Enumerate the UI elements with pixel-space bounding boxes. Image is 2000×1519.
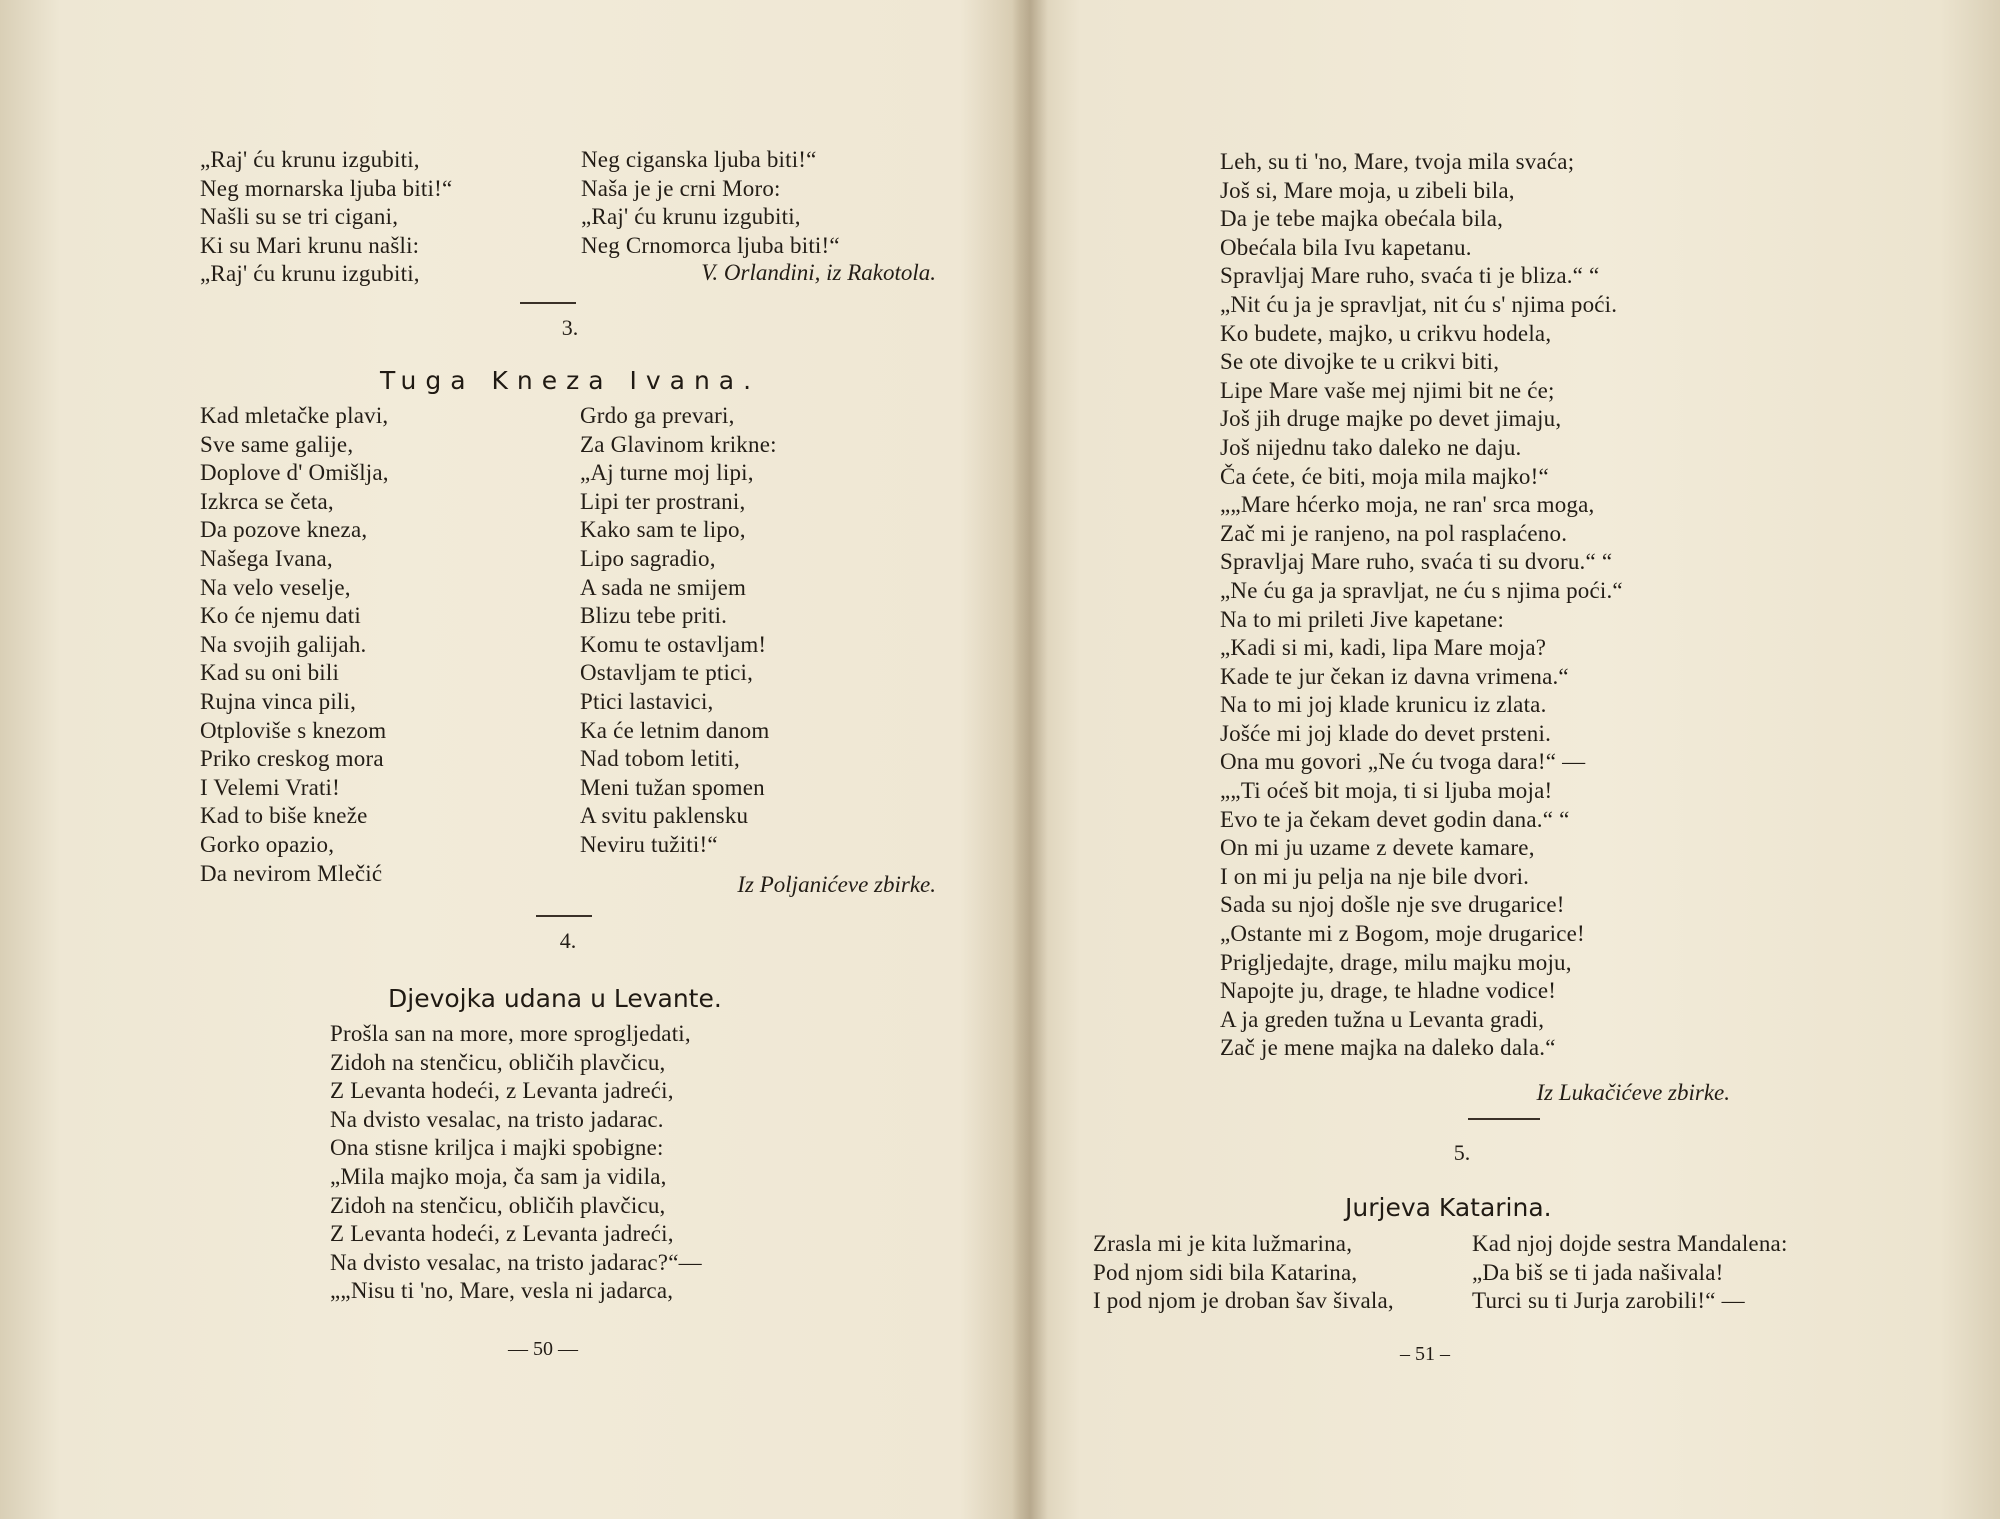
verse-line: Neviru tužiti!“ — [580, 831, 718, 857]
top-stanza-col2 — [581, 146, 840, 260]
verse-line: Da je tebe majka obećala bila, — [1220, 206, 1504, 232]
verse-line: Ko će njemu dati — [200, 603, 361, 629]
verse-line: Doplove d' Omišlja, — [200, 460, 389, 486]
verse-line: Se ote divojke te u crikvi biti, — [1220, 349, 1500, 375]
verse-line: Kad to biše kneže — [200, 803, 368, 829]
signature-orlandini: V. Orlandini, iz Rakotola. — [701, 260, 936, 285]
verse-line: Pod njom sidi bila Katarina, — [1093, 1259, 1358, 1285]
verse-line: Našega Ivana, — [200, 545, 333, 571]
verse-line: Sada su njoj došle nje sve drugarice! — [1220, 892, 1565, 918]
verse-line: Otploviše s knezom — [200, 717, 387, 743]
verse-line: Ča ćete, će biti, moja mila majko!“ — [1220, 463, 1549, 489]
verse-line: Zidoh na stenčicu, obličih plavčicu, — [330, 1192, 666, 1218]
verse-line: Evo te ja čekam devet godin dana.“ “ — [1220, 806, 1570, 832]
poem5-col1 — [1093, 1230, 1394, 1316]
verse-line: Na to mi prileti Jive kapetane: — [1220, 606, 1505, 632]
verse-line: I Velemi Vrati! — [200, 774, 341, 800]
poem3-col1 — [200, 402, 389, 888]
verse-line: Na dvisto vesalac, na tristo jadarac?“— — [330, 1249, 702, 1275]
verse-line: Lipi ter prostrani, — [580, 488, 746, 514]
divider-rule — [536, 915, 592, 917]
verse-line: „Raj' ću krunu izgubiti, — [200, 147, 420, 172]
verse-line: Kad mletačke plavi, — [200, 403, 389, 428]
poem4-lines — [330, 1020, 702, 1306]
verse-line: Kad njoj dojde sestra Mandalena: — [1472, 1231, 1788, 1256]
verse-line: Gorko opazio, — [200, 831, 335, 857]
page-number-50: — 50 — — [508, 1338, 578, 1360]
verse-line: Prošla san na more, more sprogljedati, — [330, 1021, 691, 1046]
verse-line: Obećala bila Ivu kapetanu. — [1220, 234, 1472, 260]
verse-line: I pod njom je droban šav šivala, — [1093, 1288, 1394, 1314]
verse-line: Z Levanta hodeći, z Levanta jadreći, — [330, 1078, 674, 1104]
verse-line: Da pozove kneza, — [200, 517, 368, 543]
verse-line: Izkrca se četa, — [200, 488, 334, 514]
verse-line: Ki su Mari krunu našli: — [200, 232, 420, 258]
verse-line: Leh, su ti 'no, Mare, tvoja mila svaća; — [1220, 149, 1575, 174]
verse-line: Zidoh na stenčicu, obličih plavčicu, — [330, 1049, 666, 1075]
verse-line: Priko creskog mora — [200, 746, 384, 772]
verse-line: Neg ciganska ljuba biti!“ — [581, 147, 817, 172]
verse-line: Napojte ju, drage, te hladne vodice! — [1220, 978, 1557, 1004]
verse-line: Turci su ti Jurja zarobili!“ — — [1472, 1288, 1745, 1314]
verse-line: „Kadi si mi, kadi, lipa Mare moja? — [1220, 635, 1547, 661]
verse-line: Nad tobom letiti, — [580, 746, 740, 772]
poem-title-djevojka-udana: Djevojka udana u Levante. — [388, 984, 722, 1013]
verse-line: Ko budete, majko, u crikvu hodela, — [1220, 320, 1552, 346]
verse-line: „„Mare hćerko moja, ne ran' srca moga, — [1220, 492, 1595, 518]
verse-line: „Raj' ću krunu izgubiti, — [581, 204, 801, 230]
verse-line: A sada ne smijem — [580, 574, 747, 600]
verse-line: „Nit ću ja je spravljat, nit ću s' njima poći. — [1220, 291, 1618, 317]
verse-line: Naša je je crni Moro: — [581, 175, 781, 201]
verse-line: Grdo ga prevari, — [580, 403, 735, 428]
verse-line: Neg Crnomorca ljuba biti!“ — [581, 232, 840, 258]
verse-line: „Ne ću ga ja spravljat, ne ću s njima poći.“ — [1220, 577, 1623, 603]
verse-line: Zač mi je ranjeno, na pol rasplaćeno. — [1220, 520, 1568, 546]
poem5-col2 — [1472, 1230, 1788, 1316]
verse-line: Na dvisto vesalac, na tristo jadarac. — [330, 1106, 664, 1132]
verse-line: Na svojih galijah. — [200, 631, 367, 657]
verse-line: Z Levanta hodeći, z Levanta jadreći, — [330, 1221, 674, 1247]
verse-line: A svitu paklensku — [580, 803, 749, 829]
verse-line: On mi ju uzame z devete kamare, — [1220, 835, 1535, 861]
verse-line: I on mi ju pelja na nje bile dvori. — [1220, 863, 1530, 889]
verse-line: Da nevirom Mlečić — [200, 860, 383, 886]
poem-number-4: 4. — [559, 928, 577, 953]
poem4-continued — [1220, 148, 1623, 1063]
top-stanza-col1 — [200, 146, 452, 289]
verse-line: Spravljaj Mare ruho, svaća ti su dvoru.“ “ — [1220, 549, 1613, 575]
poem-number-5: 5. — [1453, 1140, 1471, 1165]
verse-line: Ona stisne kriljca i majki spobigne: — [330, 1135, 664, 1161]
verse-line: Neg mornarska ljuba biti!“ — [200, 175, 453, 201]
verse-line: Blizu tebe priti. — [580, 603, 728, 629]
verse-line: Kade te jur čekan iz davna vrimena.“ — [1220, 663, 1569, 689]
verse-line: „Ostante mi z Bogom, moje drugarice! — [1220, 921, 1585, 947]
verse-line: „Mila majko moja, ča sam ja vidila, — [330, 1163, 667, 1189]
verse-line: Prigljedajte, drage, milu majku moju, — [1220, 949, 1572, 975]
divider-rule — [520, 302, 576, 304]
verse-line: Lipe Mare vaše mej njimi bit ne će; — [1220, 377, 1555, 403]
page-number-51: – 51 – — [1400, 1343, 1450, 1365]
verse-line: „„Ti oćeš bit moja, ti si ljuba moja! — [1220, 778, 1553, 804]
verse-line: Još si, Mare moja, u zibeli bila, — [1220, 177, 1515, 203]
divider-rule — [1468, 1118, 1540, 1120]
verse-line: Kako sam te lipo, — [580, 517, 746, 543]
verse-line: Jošće mi joj klade do devet prsteni. — [1220, 720, 1552, 746]
verse-line: Ostavljam te ptici, — [580, 660, 754, 686]
verse-line: Zač je mene majka na daleko dala.“ — [1220, 1035, 1556, 1061]
verse-line: „Raj' ću krunu izgubiti, — [200, 261, 420, 287]
verse-line: Lipo sagradio, — [580, 545, 716, 571]
verse-line: „Aj turne moj lipi, — [580, 460, 754, 486]
verse-line: Još nijednu tako daleko ne daju. — [1220, 434, 1522, 460]
verse-line: A ja greden tužna u Levanta gradi, — [1220, 1006, 1545, 1032]
verse-line: „„Nisu ti 'no, Mare, vesla ni jadarca, — [330, 1278, 674, 1304]
verse-line: Ka će letnim danom — [580, 717, 770, 743]
verse-line: Za Glavinom krikne: — [580, 431, 777, 457]
right-page — [1040, 0, 2000, 1519]
signature-lukacic: Iz Lukačićeve zbirke. — [1536, 1080, 1730, 1105]
poem-title-jurjeva-katarina: Jurjeva Katarina. — [1345, 1193, 1552, 1222]
verse-line: Spravljaj Mare ruho, svaća ti je bliza.“ “ — [1220, 263, 1600, 289]
poem3-col2 — [580, 402, 777, 860]
signature-poljanic: Iz Poljanićeve zbirke. — [737, 872, 936, 897]
verse-line: Rujna vinca pili, — [200, 688, 357, 714]
poem-title-tuga-kneza-ivana: Tuga Kneza Ivana. — [380, 366, 761, 395]
verse-line: Komu te ostavljam! — [580, 631, 767, 657]
verse-line: Ptici lastavici, — [580, 688, 714, 714]
verse-line: Našli su se tri cigani, — [200, 204, 399, 230]
verse-line: Na to mi joj klade krunicu iz zlata. — [1220, 692, 1547, 718]
verse-line: Još jih druge majke po devet jimaju, — [1220, 406, 1562, 432]
poem-number-3: 3. — [561, 315, 579, 340]
verse-line: Ona mu govori „Ne ću tvoga dara!“ — — [1220, 749, 1586, 775]
verse-line: „Da biš se ti jada našivala! — [1472, 1259, 1724, 1285]
verse-line: Meni tužan spomen — [580, 774, 765, 800]
verse-line: Na velo veselje, — [200, 574, 351, 600]
verse-line: Sve same galije, — [200, 431, 354, 457]
verse-line: Kad su oni bili — [200, 660, 340, 686]
verse-line: Zrasla mi je kita lužmarina, — [1093, 1231, 1353, 1256]
